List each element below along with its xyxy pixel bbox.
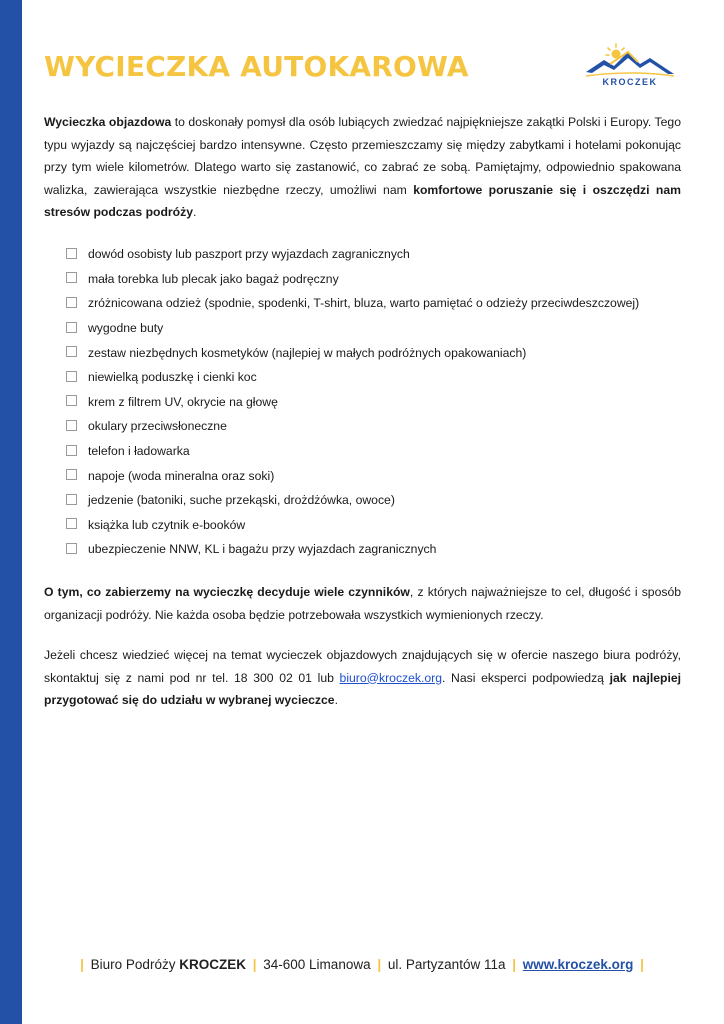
footer-separator: | — [80, 957, 84, 972]
factors-paragraph — [44, 581, 681, 626]
logo-graphic — [580, 40, 680, 92]
checklist-item-label: krem z filtrem UV, okrycie na głowę — [88, 394, 278, 409]
checkbox[interactable] — [66, 248, 77, 259]
checkbox[interactable] — [66, 297, 77, 308]
footer-separator: | — [252, 957, 257, 972]
checkbox[interactable] — [66, 445, 77, 456]
checkbox[interactable] — [66, 322, 77, 333]
footer — [0, 957, 724, 972]
checklist-item-label: okulary przeciwsłoneczne — [88, 419, 227, 434]
factors-bold: O tym, co zabierzemy na wycieczkę decyduje wiele czynników — [44, 585, 410, 599]
intro-bold-end: komfortowe poruszanie się i oszczędzi nam stresów podczas podróży — [44, 182, 681, 219]
side-accent-bar — [0, 0, 22, 1024]
checklist-item-label: zestaw niezbędnych kosmetyków (najlepiej w małych podróżnych opakowaniach) — [88, 345, 527, 360]
checklist-item — [66, 513, 666, 538]
contact-text-2: . Nasi eksperci podpowiedzą — [442, 670, 610, 685]
footer-separator: | — [512, 957, 517, 972]
checkbox[interactable] — [66, 543, 77, 554]
footer-separator: | — [640, 957, 644, 972]
checklist-item — [66, 537, 666, 562]
checklist-item-label: książka lub czytnik e-booków — [88, 517, 246, 532]
contact-tail: . — [334, 693, 338, 707]
logo-text: KROCZEK — [602, 77, 658, 87]
intro-tail: . — [193, 205, 197, 219]
checklist-item — [66, 267, 666, 292]
checklist-item — [66, 414, 666, 439]
checklist-item-label: ubezpieczenie NNW, KL i bagażu przy wyjazdach zagranicznych — [88, 542, 437, 557]
checklist-item — [66, 365, 666, 390]
checkbox[interactable] — [66, 494, 77, 505]
checklist-item-label: zróżnicowana odzież (spodnie, spodenki, T-shirt, bluza, warto pamiętać o odzieży przeciwdeszczowej) — [88, 296, 640, 311]
checkbox[interactable] — [66, 395, 77, 406]
footer-street: ul. Partyzantów 11a — [387, 957, 506, 972]
checkbox[interactable] — [66, 518, 77, 529]
contact-paragraph — [44, 644, 681, 712]
footer-website-link[interactable]: www.kroczek.org — [522, 957, 634, 972]
email-link[interactable]: biuro@kroczek.org — [339, 670, 443, 685]
contact-text-1: Jeżeli chcesz wiedzieć więcej na temat wycieczek objazdowych znajdujących się w ofercie naszego biura podróży, skontaktuj się z nami pod nr tel. 18 300 02 01 lub — [44, 648, 681, 685]
footer-city: 34-600 Limanowa — [263, 957, 371, 972]
checkbox[interactable] — [66, 346, 77, 357]
checkbox[interactable] — [66, 469, 77, 480]
checklist-item — [66, 439, 666, 464]
kroczek-logo — [580, 40, 680, 92]
checklist-item — [66, 242, 666, 267]
page-title: WYCIECZKA AUTOKAROWA — [44, 50, 469, 83]
checklist-item — [66, 463, 666, 488]
contact-bold: jak najlepiej przygotować się do udziału w wybranej wycieczce — [44, 670, 681, 707]
intro-paragraph — [44, 111, 681, 224]
checklist-item-label: wygodne buty — [88, 321, 164, 336]
checklist-item — [66, 488, 666, 513]
footer-separator: | — [377, 957, 382, 972]
checklist-item — [66, 390, 666, 415]
checklist-item — [66, 340, 666, 365]
checklist-item-label: napoje (woda mineralna oraz soki) — [88, 468, 275, 483]
checklist-item-label: niewielką poduszkę i cienki koc — [88, 370, 257, 385]
packing-checklist — [66, 242, 666, 562]
intro-lead-bold: Wycieczka objazdowa — [44, 115, 172, 129]
checklist-item-label: dowód osobisty lub paszport przy wyjazdach zagranicznych — [88, 247, 410, 262]
checklist-item-label: mała torebka lub plecak jako bagaż podręczny — [88, 271, 339, 286]
checkbox[interactable] — [66, 420, 77, 431]
footer-agency-name: KROCZEK — [179, 957, 246, 972]
checkbox[interactable] — [66, 272, 77, 283]
checklist-item — [66, 291, 666, 316]
intro-text: to doskonały pomysł dla osób lubiących zwiedzać najpiękniejsze zakątki Polski i Europy. Tego typu wyjazdy są najczęściej bardzo intensywne. Często przemieszczamy się między zabytkami i hotelami pokonując przy tym wiele kilometrów. Dlatego warto się zastanowić, co zabrać ze sobą. Pamiętajmy, odpowiednio spakowana walizka, zawierająca wszystkie niezbędne rzeczy, umożliwi nam — [44, 115, 681, 197]
footer-agency-prefix: Biuro Podróży — [90, 957, 180, 972]
factors-text: , z których najważniejsze to cel, długość i sposób organizacji podróży. Nie każda osoba będzie potrzebowała wszystkich wymienionych rzeczy. — [44, 585, 681, 622]
checklist-item-label: telefon i ładowarka — [88, 444, 190, 459]
checklist-item-label: jedzenie (batoniki, suche przekąski, drożdżówka, owoce) — [88, 493, 395, 508]
checkbox[interactable] — [66, 371, 77, 382]
checklist-item — [66, 316, 666, 341]
